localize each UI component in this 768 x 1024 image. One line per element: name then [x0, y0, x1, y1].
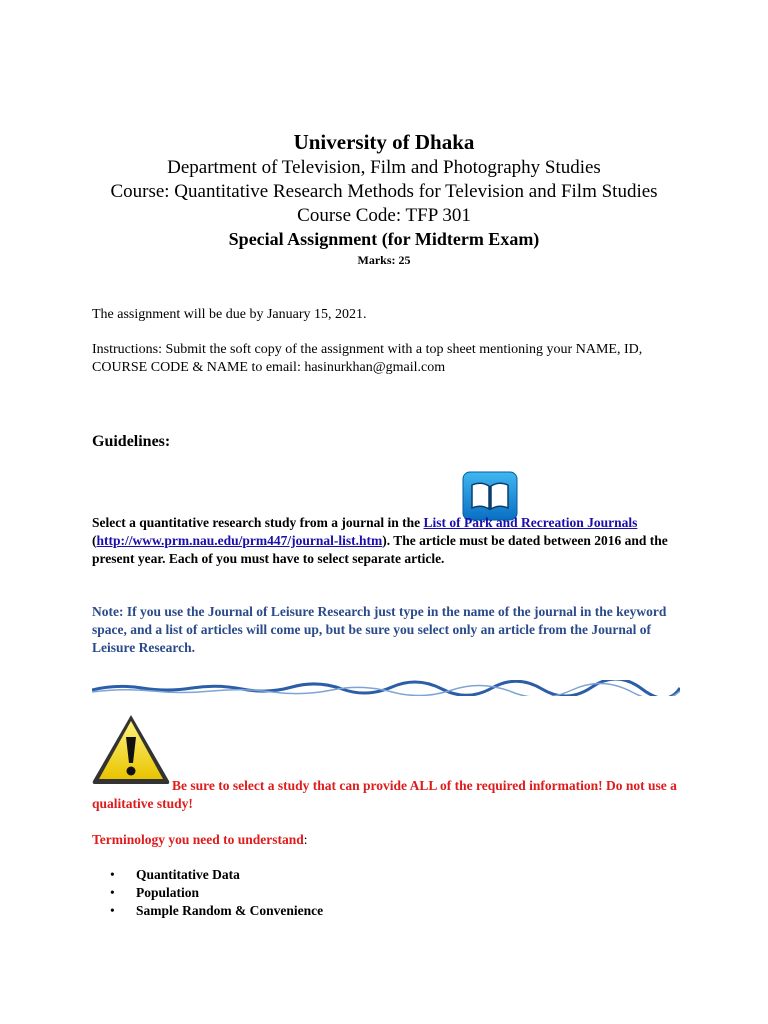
wavy-divider — [92, 680, 680, 696]
department-title: Department of Television, Film and Photography Studies — [167, 157, 601, 178]
terminology-colon: : — [303, 832, 308, 847]
warning-text: Be sure to select a study that can provide ALL of the required information! Do not use a qualitative study! — [92, 778, 677, 811]
guidelines-heading: Guidelines: — [92, 433, 171, 450]
terminology-list — [110, 866, 323, 920]
select-study-paragraph — [92, 514, 692, 568]
due-date-text: The assignment will be due by January 15, 2021. — [92, 307, 367, 322]
note-paragraph: Note: If you use the Journal of Leisure Research just type in the name of the journal in the keyword space, and a list of articles will come up, but be sure you select only an article from the Journal of Leisure Research. — [92, 604, 667, 655]
terminology-label: Terminology you need to understand — [92, 832, 304, 847]
select-text-pre: Select a quantitative research study from a journal in the — [92, 515, 424, 530]
journal-list-url-link[interactable]: http://www.prm.nau.edu/prm447/journal-list.htm — [96, 533, 383, 548]
terminology-heading — [92, 832, 308, 848]
list-item: • Quantitative Data — [110, 867, 240, 882]
select-text-post: ). The article must be dated between 2016 and the present year. Each of you must have to select separate article. — [92, 533, 668, 566]
university-title: University of Dhaka — [293, 130, 475, 154]
list-item: • Sample Random & Convenience — [110, 903, 324, 918]
assignment-title: Special Assignment (for Midterm Exam) — [228, 229, 540, 249]
instructions-text: Instructions: Submit the soft copy of the assignment with a top sheet mentioning your NAME, ID, COURSE CODE & NAME to email: hasinurkhan@gmail.com — [92, 342, 643, 375]
warning-icon — [90, 711, 172, 787]
journal-list-link[interactable]: List of Park and Recreation Journals — [423, 515, 638, 530]
course-title: Course: Quantitative Research Methods for Television and Film Studies — [110, 181, 658, 202]
list-item: • Population — [110, 885, 200, 900]
course-code: Course Code: TFP 301 — [297, 205, 471, 226]
marks-label: Marks: 25 — [357, 253, 411, 267]
select-open-paren: ( — [92, 533, 97, 548]
